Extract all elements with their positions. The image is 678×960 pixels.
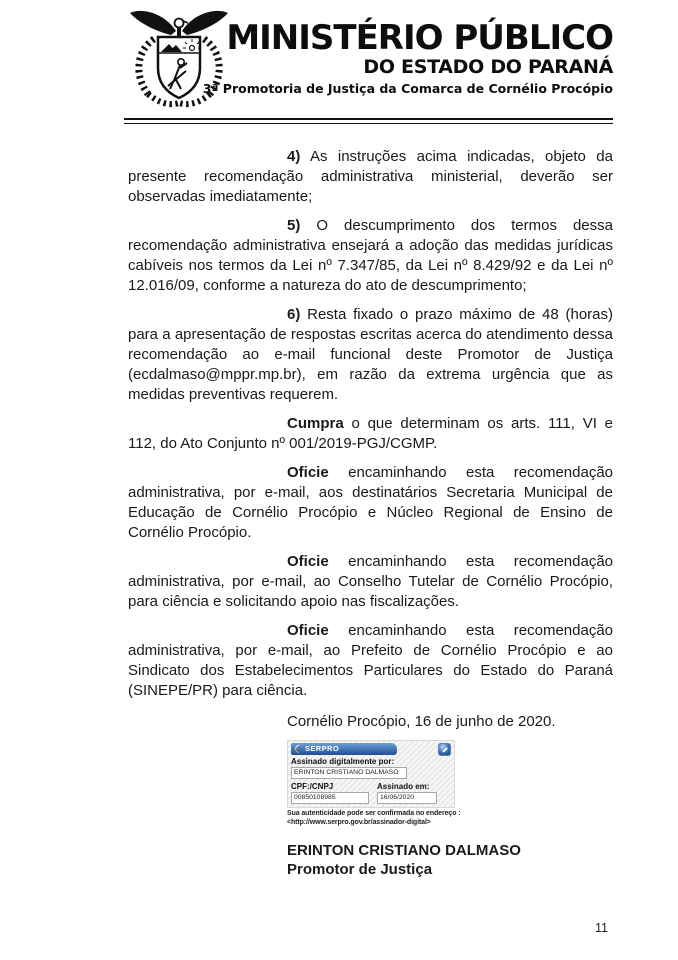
paragraph-lead: 4) (287, 148, 301, 165)
serpro-brand-label: SERPRO (305, 744, 340, 753)
letterhead-titles (203, 20, 613, 97)
paragraph-oficie-2 (128, 552, 613, 612)
paragraph-item-6 (128, 305, 613, 405)
signer-name: ERINTON CRISTIANO DALMASO (287, 842, 521, 859)
paragraph-oficie-1 (128, 463, 613, 543)
paragraph-cumpra (128, 414, 613, 454)
paragraph-text: encaminhando esta recomendação administrativa, por e-mail, ao Prefeito de Cornélio Procópio e ao Sindicato dos Estabelecimentos Particulares do Estado do Paraná (SINEPE/PR) para ciência. (128, 622, 614, 699)
paragraph-oficie-3 (128, 621, 613, 701)
digital-signature-stamp (287, 740, 461, 827)
paragraph-text: o que determinam os arts. 111, VI e 112, do Ato Conjunto nº 001/2019-PGJ/CGMP. (128, 415, 613, 452)
serpro-signature-icon (438, 743, 451, 756)
paragraph-lead: 6) (287, 306, 301, 323)
stamp-values-row (291, 791, 451, 804)
paragraph-lead: Oficie (287, 464, 329, 481)
cpf-label: CPF:/CNPJ (291, 782, 334, 791)
org-name: MINISTÉRIO PÚBLICO (226, 18, 613, 58)
stamp-box (287, 740, 455, 808)
signer-role: Promotor de Justiça (287, 861, 433, 878)
auth-note-line1: Sua autenticidade pode ser confirmada no endereço : (287, 810, 461, 817)
paragraph-item-4 (128, 147, 613, 207)
paragraph-text: As instruções acima indicadas, objeto da presente recomendação administrativa ministerial, deverão ser observadas imediatamente; (128, 148, 613, 205)
signed-on-label: Assinado em: (377, 782, 430, 791)
stamp-labels-row (291, 782, 451, 791)
org-subtitle: DO ESTADO DO PARANÁ (363, 56, 613, 78)
paragraph-text: Resta fixado o prazo máximo de 48 (horas) para a apresentação de respostas escritas acerca do atendimento dessa recomendação ao e-mail funcional deste Promotor de Justiça (ecdalmaso@mppr.mp.br), em razão da extrema urgência que as medidas preventivas requerem. (128, 306, 613, 403)
dateline: Cornélio Procópio, 16 de junho de 2020. (287, 713, 556, 730)
auth-note-line2: <http://www.serpro.gov.br/assinador-digital> (287, 818, 431, 826)
paragraph-text: encaminhando esta recomendação administrativa, por e-mail, aos destinatários Secretaria Municipal de Educação de Cornélio Procópio e Núcleo Regional de Ensino de Cornélio Procópio. (128, 464, 614, 541)
cpf-cell (291, 791, 377, 804)
paragraph-item-5 (128, 216, 613, 296)
stamp-auth-note (287, 810, 461, 827)
signed-on-cell (377, 791, 451, 804)
serpro-swoosh-icon (293, 743, 304, 754)
paragraph-text: encaminhando esta recomendação administrativa, por e-mail, ao Conselho Tutelar de Cornélio Procópio, para ciência e solicitando apoio nas fiscalizações. (128, 553, 614, 610)
paragraph-text: O descumprimento dos termos dessa recomendação administrativa ensejará a adoção das medidas jurídicas cabíveis nos termos da Lei nº 7.347/85, da Lei nº 8.429/92 e da Lei nº 12.016/09, conforme a natureza do ato de descumprimento; (128, 217, 613, 294)
header-divider (124, 118, 613, 124)
signed-by-value: ERINTON CRISTIANO DALMASO (291, 767, 407, 779)
letterhead (128, 0, 613, 126)
cpf-value: 00850108985 (291, 792, 369, 804)
paragraph-lead: 5) (287, 217, 301, 234)
signed-on-value: 16/06/2020 (377, 792, 437, 804)
signature-block (287, 841, 613, 879)
page-number: 11 (595, 921, 608, 935)
paragraph-lead: Cumpra (287, 415, 344, 432)
signed-by-label: Assinado digitalmente por: (291, 757, 395, 766)
serpro-brand-bar (291, 743, 397, 755)
document-body (128, 126, 613, 879)
paragraph-lead: Oficie (287, 553, 329, 570)
org-unit: 3ª Promotoria de Justiça da Comarca de Cornélio Procópio (202, 81, 613, 96)
paragraph-lead: Oficie (287, 622, 329, 639)
